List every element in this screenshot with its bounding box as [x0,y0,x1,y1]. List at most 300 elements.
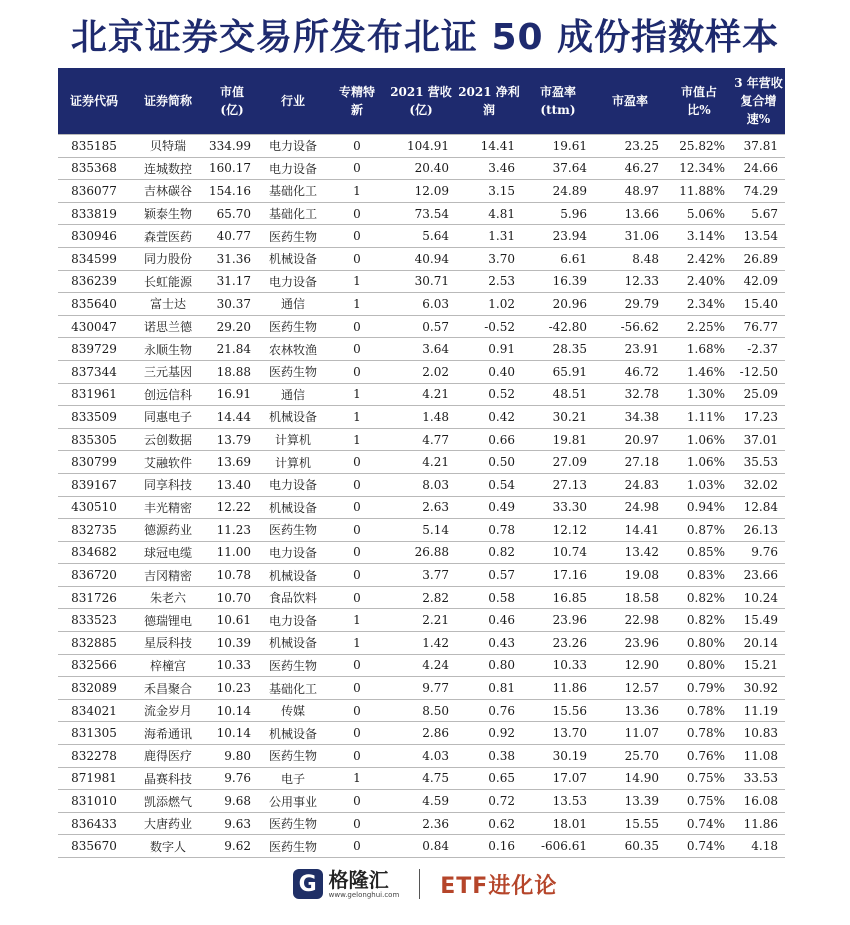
table-cell: 0 [328,790,386,813]
etf-brand: ETF进化论 [440,873,558,899]
table-cell: 0 [328,812,386,835]
table-cell: 430510 [58,496,130,519]
table-cell: 同惠电子 [130,406,206,429]
table-cell: 14.41 [594,519,666,542]
table-cell: 5.14 [386,519,456,542]
table-cell: 吉林碳谷 [130,180,206,203]
table-cell: 电力设备 [258,473,328,496]
table-cell: 0.82 [456,541,522,564]
table-cell: 831305 [58,722,130,745]
table-cell: 14.41 [456,135,522,158]
table-cell: 贝特瑞 [130,135,206,158]
table-cell: 33.53 [732,767,785,790]
table-cell: 0 [328,338,386,361]
table-cell: 13.66 [594,202,666,225]
table-cell: 0.57 [456,564,522,587]
table-cell: 23.96 [594,632,666,655]
table-cell: 29.20 [206,315,258,338]
table-cell: 0 [328,247,386,270]
table-cell: 0.87% [666,519,732,542]
table-cell: 31.36 [206,247,258,270]
table-cell: 60.35 [594,835,666,858]
table-cell: 创远信科 [130,383,206,406]
table-cell: 10.33 [522,654,594,677]
table-cell: 74.29 [732,180,785,203]
table-row [58,180,785,203]
table-cell: 12.57 [594,677,666,700]
table-cell: 15.40 [732,293,785,316]
table-cell: 基础化工 [258,202,328,225]
table-cell: 831726 [58,586,130,609]
table-row [58,609,785,632]
table-row [58,722,785,745]
table-cell: 0.72 [456,790,522,813]
table-cell: 10.78 [206,564,258,587]
table-cell: 13.39 [594,790,666,813]
table-cell: 17.23 [732,406,785,429]
table-cell: 诺思兰德 [130,315,206,338]
column-header: 专精特 新 [328,68,386,135]
table-cell: 836720 [58,564,130,587]
table-cell: 37.81 [732,135,785,158]
table-cell: 连城数控 [130,157,206,180]
table-cell: 电力设备 [258,609,328,632]
table-cell: 0 [328,541,386,564]
table-cell: 9.80 [206,745,258,768]
table-cell: -12.50 [732,360,785,383]
table-cell: 31.06 [594,225,666,248]
table-cell: 6.61 [522,247,594,270]
footer-divider [419,869,420,899]
table-cell: 德源药业 [130,519,206,542]
table-cell: 1 [328,270,386,293]
table-cell: 13.69 [206,451,258,474]
table-cell: 4.81 [456,202,522,225]
table-cell: 艾融软件 [130,451,206,474]
table-cell: 1 [328,767,386,790]
table-cell: 30.19 [522,745,594,768]
table-cell: 2.40% [666,270,732,293]
table-row [58,519,785,542]
table-cell: 15.55 [594,812,666,835]
table-cell: 832278 [58,745,130,768]
table-cell: 1.11% [666,406,732,429]
table-cell: 9.76 [206,767,258,790]
table-cell: 0 [328,835,386,858]
table-cell: 0.43 [456,632,522,655]
table-cell: 11.19 [732,699,785,722]
table-cell: 0.65 [456,767,522,790]
table-cell: 机械设备 [258,722,328,745]
table-cell: 3.46 [456,157,522,180]
table-cell: 27.18 [594,451,666,474]
table-cell: 5.96 [522,202,594,225]
table-cell: 森萱医药 [130,225,206,248]
table-cell: 9.77 [386,677,456,700]
table-cell: 机械设备 [258,564,328,587]
column-header: 行业 [258,68,328,135]
table-cell: 电力设备 [258,157,328,180]
table-cell: 14.44 [206,406,258,429]
column-header: 市盈率 (ttm) [522,68,594,135]
table-cell: 2.53 [456,270,522,293]
table-row [58,835,785,858]
table-cell: 1 [328,293,386,316]
table-cell: 0 [328,564,386,587]
table-cell: 9.62 [206,835,258,858]
table-cell: 2.34% [666,293,732,316]
table-cell: 24.83 [594,473,666,496]
table-cell: 星辰科技 [130,632,206,655]
table-cell: 长虹能源 [130,270,206,293]
table-cell: 1.03% [666,473,732,496]
table-cell: 46.72 [594,360,666,383]
table-cell: 3.70 [456,247,522,270]
table-cell: 12.84 [732,496,785,519]
table-cell: 830799 [58,451,130,474]
table-cell: 10.33 [206,654,258,677]
column-header: 市值 (亿) [206,68,258,135]
table-body [58,135,785,858]
table-cell: 医药生物 [258,654,328,677]
table-cell: 13.53 [522,790,594,813]
table-cell: 4.21 [386,383,456,406]
table-cell: 10.74 [522,541,594,564]
table-cell: 5.06% [666,202,732,225]
table-cell: 0.79% [666,677,732,700]
table-cell: 73.54 [386,202,456,225]
table-cell: 0.49 [456,496,522,519]
table-cell: 0.74% [666,812,732,835]
table-row [58,564,785,587]
table-cell: 4.21 [386,451,456,474]
logo-name: 格隆汇 [328,868,389,892]
table-cell: 计算机 [258,428,328,451]
table-cell: 0.76% [666,745,732,768]
table-cell: 4.59 [386,790,456,813]
table-row [58,202,785,225]
table-cell: 18.58 [594,586,666,609]
table-cell: 通信 [258,383,328,406]
table-cell: 48.51 [522,383,594,406]
table-cell: 832566 [58,654,130,677]
table-row [58,767,785,790]
table-cell: 4.75 [386,767,456,790]
table-cell: 0.38 [456,745,522,768]
logo-url: www.gelonghui.com [328,891,400,899]
table-cell: 永顺生物 [130,338,206,361]
table-cell: 24.98 [594,496,666,519]
table-cell: 6.03 [386,293,456,316]
table-cell: 医药生物 [258,225,328,248]
table-cell: 1 [328,406,386,429]
table-cell: 154.16 [206,180,258,203]
table-cell: 835185 [58,135,130,158]
table-cell: 10.39 [206,632,258,655]
table-cell: 65.70 [206,202,258,225]
table-cell: 0.62 [456,812,522,835]
table-cell: 2.86 [386,722,456,745]
table-cell: 1.42 [386,632,456,655]
table-cell: 8.50 [386,699,456,722]
table-row [58,135,785,158]
column-header: 3 年营收 复合增 速% [732,68,785,135]
table-cell: 834599 [58,247,130,270]
table-cell: 富士达 [130,293,206,316]
table-row [58,406,785,429]
table-cell: -2.37 [732,338,785,361]
table-cell: 电力设备 [258,135,328,158]
table-cell: 1.06% [666,451,732,474]
table-cell: 1 [328,632,386,655]
table-cell: 11.86 [732,812,785,835]
table-cell: 0 [328,473,386,496]
table-cell: -0.52 [456,315,522,338]
table-row [58,790,785,813]
table-cell: 26.13 [732,519,785,542]
table-cell: 丰光精密 [130,496,206,519]
table-cell: 0.82% [666,609,732,632]
table-cell: 65.91 [522,360,594,383]
constituents-table [58,68,785,858]
table-cell: 18.88 [206,360,258,383]
table-cell: 5.67 [732,202,785,225]
table-cell: 医药生物 [258,519,328,542]
table-cell: 835640 [58,293,130,316]
table-cell: 0.16 [456,835,522,858]
table-cell: 机械设备 [258,496,328,519]
table-cell: 0.80% [666,632,732,655]
table-cell: 2.02 [386,360,456,383]
gelonghui-logo [293,869,400,899]
table-cell: 837344 [58,360,130,383]
column-header: 2021 净利 润 [456,68,522,135]
table-cell: 30.71 [386,270,456,293]
table-row [58,541,785,564]
table-cell: 34.38 [594,406,666,429]
table-cell: 831961 [58,383,130,406]
table-cell: 48.97 [594,180,666,203]
table-cell: 9.76 [732,541,785,564]
table-cell: 1.06% [666,428,732,451]
table-cell: 2.21 [386,609,456,632]
table-cell: 834021 [58,699,130,722]
table-cell: 13.79 [206,428,258,451]
gelonghui-logo-icon: G [293,869,323,899]
table-cell: 2.42% [666,247,732,270]
table-cell: 23.96 [522,609,594,632]
table-row [58,745,785,768]
table-cell: 0.40 [456,360,522,383]
table-cell: 12.34% [666,157,732,180]
table-cell: 0.83% [666,564,732,587]
table-cell: 15.49 [732,609,785,632]
table-cell: 29.79 [594,293,666,316]
table-cell: 20.96 [522,293,594,316]
footer [0,862,850,906]
table-cell: 三元基因 [130,360,206,383]
table-cell: 20.40 [386,157,456,180]
table-row [58,428,785,451]
table-cell: 0.78% [666,699,732,722]
table-cell: 机械设备 [258,632,328,655]
table-cell: 12.09 [386,180,456,203]
table-cell: 食品饮料 [258,586,328,609]
column-header: 证券简称 [130,68,206,135]
table-cell: 32.02 [732,473,785,496]
table-cell: 0.74% [666,835,732,858]
table-cell: 25.70 [594,745,666,768]
table-cell: 11.86 [522,677,594,700]
table-row [58,632,785,655]
table-row [58,315,785,338]
table-cell: 35.53 [732,451,785,474]
table-cell: 20.97 [594,428,666,451]
table-cell: 23.25 [594,135,666,158]
table-cell: 31.17 [206,270,258,293]
table-cell: 9.68 [206,790,258,813]
table-cell: 0.42 [456,406,522,429]
table-cell: 0 [328,586,386,609]
table-cell: 0 [328,135,386,158]
table-cell: 33.30 [522,496,594,519]
table-cell: 10.61 [206,609,258,632]
table-cell: 0 [328,496,386,519]
table-cell: 0.80 [456,654,522,677]
table-cell: 26.88 [386,541,456,564]
table-cell: 0 [328,745,386,768]
table-cell: 计算机 [258,451,328,474]
table-cell: 0 [328,677,386,700]
table-cell: 23.66 [732,564,785,587]
table-cell: 104.91 [386,135,456,158]
table-row [58,360,785,383]
table-cell: 1.46% [666,360,732,383]
table-cell: 球冠电缆 [130,541,206,564]
table-cell: 5.64 [386,225,456,248]
table-cell: 0 [328,315,386,338]
table-cell: 0.50 [456,451,522,474]
table-cell: 830946 [58,225,130,248]
table-cell: 37.64 [522,157,594,180]
table-cell: 4.24 [386,654,456,677]
table-cell: 0.82% [666,586,732,609]
table-cell: 19.08 [594,564,666,587]
table-cell: 835670 [58,835,130,858]
table-cell: 机械设备 [258,247,328,270]
table-cell: 13.42 [594,541,666,564]
table-cell: 0.78% [666,722,732,745]
table-cell: 832089 [58,677,130,700]
table-cell: 24.89 [522,180,594,203]
table-cell: 10.23 [206,677,258,700]
table-cell: 3.64 [386,338,456,361]
table-row [58,225,785,248]
table-cell: 0.94% [666,496,732,519]
table-cell: 13.70 [522,722,594,745]
table-cell: 8.48 [594,247,666,270]
table-cell: 0.75% [666,767,732,790]
table-cell: 30.37 [206,293,258,316]
table-cell: 871981 [58,767,130,790]
table-row [58,383,785,406]
table-row [58,270,785,293]
table-cell: 835368 [58,157,130,180]
table-cell: 42.09 [732,270,785,293]
table-cell: 16.91 [206,383,258,406]
table-cell: 832735 [58,519,130,542]
table-cell: 16.39 [522,270,594,293]
table-cell: 通信 [258,293,328,316]
table-cell: 12.12 [522,519,594,542]
table-cell: 0 [328,157,386,180]
table-cell: 12.90 [594,654,666,677]
table-cell: 37.01 [732,428,785,451]
table-cell: 1 [328,383,386,406]
table-cell: 大唐药业 [130,812,206,835]
table-cell: 机械设备 [258,406,328,429]
table-row [58,451,785,474]
table-cell: 吉冈精密 [130,564,206,587]
table-cell: 凯添燃气 [130,790,206,813]
table-cell: 40.77 [206,225,258,248]
table-cell: 10.14 [206,699,258,722]
column-header: 2021 营收 (亿) [386,68,456,135]
table-cell: 17.07 [522,767,594,790]
table-cell: 836239 [58,270,130,293]
table-cell: 32.78 [594,383,666,406]
table-cell: 160.17 [206,157,258,180]
table-cell: 836433 [58,812,130,835]
table-cell: 10.14 [206,722,258,745]
table-cell: 16.08 [732,790,785,813]
table-cell: 数字人 [130,835,206,858]
column-header: 证券代码 [58,68,130,135]
table-cell: 334.99 [206,135,258,158]
table-cell: 15.21 [732,654,785,677]
table-cell: 0.85% [666,541,732,564]
table-cell: 27.13 [522,473,594,496]
page-title: 北京证券交易所发布北证 50 成份指数样本 [70,16,780,58]
table-cell: 11.08 [732,745,785,768]
table-cell: 24.66 [732,157,785,180]
table-cell: 鹿得医疗 [130,745,206,768]
table-cell: 8.03 [386,473,456,496]
table-cell: 46.27 [594,157,666,180]
table-cell: 12.33 [594,270,666,293]
table-cell: 1 [328,180,386,203]
table-cell: 传媒 [258,699,328,722]
table-row [58,496,785,519]
table-row [58,677,785,700]
table-cell: 0.80% [666,654,732,677]
table-cell: 28.35 [522,338,594,361]
table-cell: 834682 [58,541,130,564]
table-cell: 833523 [58,609,130,632]
table-cell: 0.58 [456,586,522,609]
table-cell: 0.81 [456,677,522,700]
table-cell: 22.98 [594,609,666,632]
table-row [58,338,785,361]
table-cell: 医药生物 [258,315,328,338]
table-cell: 流金岁月 [130,699,206,722]
table-cell: 10.83 [732,722,785,745]
table-cell: 23.91 [594,338,666,361]
table-cell: 海希通讯 [130,722,206,745]
table-cell: 朱老六 [130,586,206,609]
table-cell: 13.40 [206,473,258,496]
table-cell: 1.31 [456,225,522,248]
